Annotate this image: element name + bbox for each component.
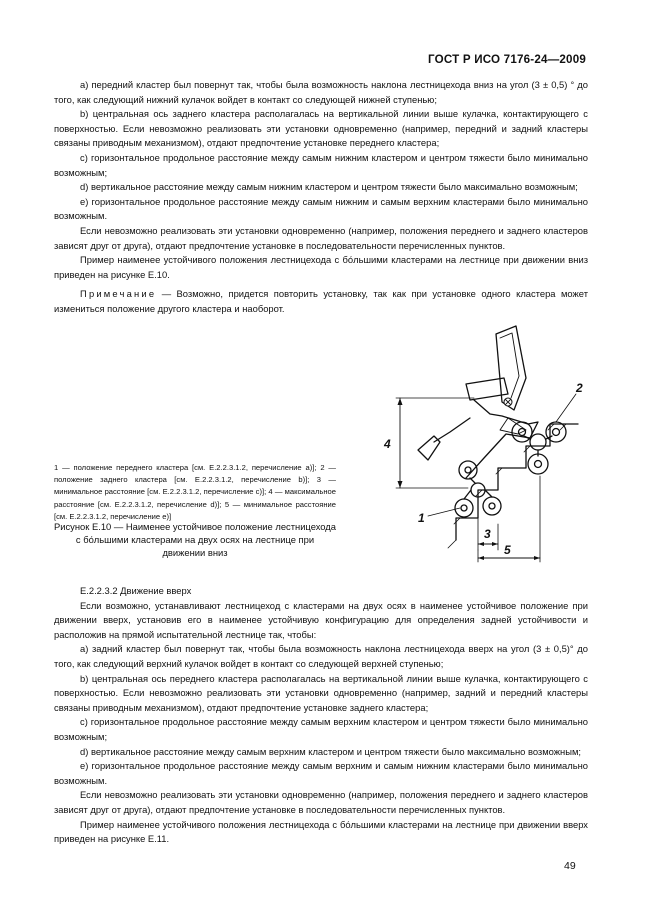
label-2: 2 — [576, 381, 583, 395]
label-1: 1 — [418, 511, 425, 525]
note-label: Примечание — [80, 288, 157, 300]
leg-support — [434, 418, 470, 442]
paragraph: d) вертикальное расстояние между самым нижним кластером и центром тяжести было максимально возможным; — [80, 181, 578, 193]
rear-cluster-hub — [530, 434, 546, 450]
dimension-4-extension — [396, 398, 474, 488]
leader-1 — [428, 508, 460, 516]
paragraph: Если возможно, устанавливают лестницеход с кластерами на двух осях в наименее устойчивое положение при движении вверх, установив его в наименее устойчивую конфигурацию для определения задней устойчивости и расположив на прямой испытательной лестнице так, чтобы: — [54, 599, 588, 640]
legend-text: 1 — положение переднего кластера [см. Е.2.2.3.1.2, перечисление а)]; 2 — положение заднего кластера [см. Е.2.2.3.1.2, перечисление b)]; 3 — минимальное расстояние [см. Е.2.2.3.1.2, перечисление с)]; 4 — максимальное расстояние [см. Е.2.2.3.1.2, перечисление d)]; 5 — минимальное расстояние [см. Е.2.2.3.1.2, перечисление е)] — [54, 463, 336, 521]
paragraph: d) вертикальное расстояние между самым верхним кластером и центром тяжести было максимально возможным; — [80, 745, 582, 757]
front-cluster-wheel — [455, 499, 473, 517]
rear-cluster-wheel-hub — [553, 429, 560, 436]
rear-cluster-wheel — [546, 422, 566, 442]
rear-cluster-wheel — [528, 454, 548, 474]
page-number: 49 — [564, 860, 576, 872]
document-header: ГОСТ Р ИСО 7176-24—2009 — [428, 53, 586, 66]
paragraph: b) центральная ось заднего кластера располагалась на вертикальной линии выше кулачка, контактирующего с поверхностью. Если невозможно реализовать эти установки одновременно (например, передний и задний кластеры связаны приводным механизмом), отдают предпочтение установке переднего кластера; — [54, 108, 588, 149]
stairs-hatch — [448, 424, 566, 548]
front-cluster-wheel — [483, 497, 501, 515]
paragraph: e) горизонтальное продольное расстояние между самым нижним и самым верхним кластерами было минимально возможным. — [54, 195, 588, 222]
paragraph: Пример наименее устойчивого положения лестницехода с бо́льшими кластерами на лестнице при движении вниз приведен на рисунке Е.10. — [54, 254, 588, 280]
paragraph: b) центральная ось переднего кластера располагалась на вертикальной линии выше кулачка, контактирующего с поверхностью. Если невозможно реализовать эти установки одновременно (например, задний и передний кластеры связаны приводным механизмом), отдают предпочтение установке заднего кластера; — [54, 672, 588, 713]
paragraph: Пример наименее устойчивого положения лестницехода с бо́льшими кластерами на лестнице при движении вверх приведен на рисунке Е.11. — [54, 818, 588, 845]
paragraph: a) задний кластер был повернут так, чтобы была возможность наклона лестницехода вверх на угол (3 ± 0,5)° до того, как следующий верхний кулачок войдет в контакт со следующей верхней ступенью; — [54, 643, 588, 669]
label-3: 3 — [484, 527, 491, 541]
note — [54, 287, 588, 316]
paragraph: a) передний кластер был повернут так, чтобы была возможность наклона лестницехода вниз на угол (3 ± 0,5) ° до того, как следующий нижний кулачок войдет в контакт со следующей нижней ступенью; — [54, 79, 588, 105]
section-heading: Е.2.2.3.2 Движение вверх — [80, 585, 192, 596]
leader-2 — [556, 394, 576, 422]
text-block-upward — [54, 584, 588, 847]
note-text: — Возможно, придется повторить установку, так как при установке одного кластера может измениться положение другого кластера и наоборот. — [54, 288, 588, 314]
text-block-downward — [54, 78, 588, 317]
paragraph: e) горизонтальное продольное расстояние между самым верхним и самым нижним кластерами было минимально возможным. — [54, 760, 588, 786]
front-cluster-wheel-hub — [461, 505, 467, 511]
paragraph: Если невозможно реализовать эти установки одновременно (например, положения переднего и заднего кластеров зависят друг от друга), отдают предпочтение установке в последовательности перечисленных пунктов. — [54, 789, 588, 815]
figure-caption: Рисунок Е.10 — Наименее устойчивое положение лестницехода с бо́льшими кластерами на двух осях на лестнице при движении вниз — [54, 521, 336, 558]
label-4: 4 — [384, 437, 391, 451]
stair-climber-diagram — [378, 318, 593, 568]
front-cluster-wheel-hub — [489, 503, 495, 509]
frame-inner — [500, 418, 526, 434]
figure-legend — [54, 462, 336, 523]
label-5: 5 — [504, 543, 511, 557]
paragraph: c) горизонтальное продольное расстояние между самым нижним кластером и центром тяжести было минимально возможным; — [54, 151, 588, 178]
backrest-inner — [500, 333, 519, 398]
rear-cluster-wheel-hub — [535, 461, 542, 468]
paragraph: Если невозможно реализовать эти установки одновременно (например, положения переднего и заднего кластеров зависят друг от друга), отдают предпочтение установке в последовательности перечисленных пунктов. — [54, 224, 588, 251]
front-cluster-wheel-hub — [465, 467, 471, 473]
paragraph: c) горизонтальное продольное расстояние между самым верхним кластером и центром тяжести было минимально возможным; — [54, 716, 588, 742]
